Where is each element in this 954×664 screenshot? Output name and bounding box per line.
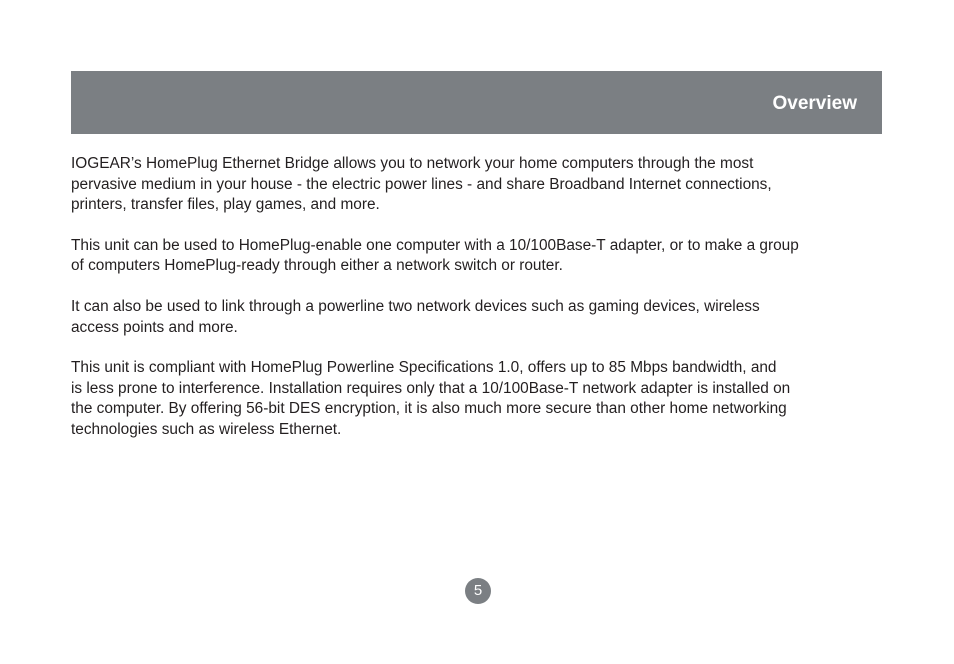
- paragraph-line: access points and more.: [71, 318, 238, 336]
- paragraph-line: IOGEAR’s HomePlug Ethernet Bridge allows you to network your home computers through the most: [71, 155, 754, 172]
- paragraph-line: the computer. By offering 56-bit DES encryption, it is also much more secure than other home networking: [71, 400, 787, 418]
- paragraph-line: is less prone to interference. Installation requires only that a 10/100Base-T network adapter is installed on: [71, 379, 791, 397]
- paragraph-line: This unit can be used to HomePlug-enable one computer with a 10/100Base-T adapter, or to make a group: [71, 236, 799, 254]
- page-number-badge: 5: [465, 578, 491, 604]
- paragraph-line: printers, transfer files, play games, and more.: [71, 196, 380, 214]
- paragraph-intro: [71, 154, 871, 216]
- paragraph-line: This unit is compliant with HomePlug Powerline Specifications 1.0, offers up to 85 Mbps bandwidth, and: [71, 359, 777, 377]
- body-content: [71, 154, 871, 461]
- paragraph-line: of computers HomePlug-ready through either a network switch or router.: [71, 257, 563, 275]
- paragraph-compliance: [71, 358, 871, 440]
- paragraph-line: pervasive medium in your house - the electric power lines - and share Broadband Internet connections,: [71, 175, 772, 193]
- paragraph-line: technologies such as wireless Ethernet.: [71, 420, 342, 438]
- section-header-bar: [71, 71, 882, 134]
- paragraph-usage: [71, 236, 871, 277]
- paragraph-linking: [71, 297, 871, 338]
- paragraph-line: It can also be used to link through a powerline two network devices such as gaming devices, wireless: [71, 297, 760, 315]
- section-title: Overview: [772, 93, 857, 114]
